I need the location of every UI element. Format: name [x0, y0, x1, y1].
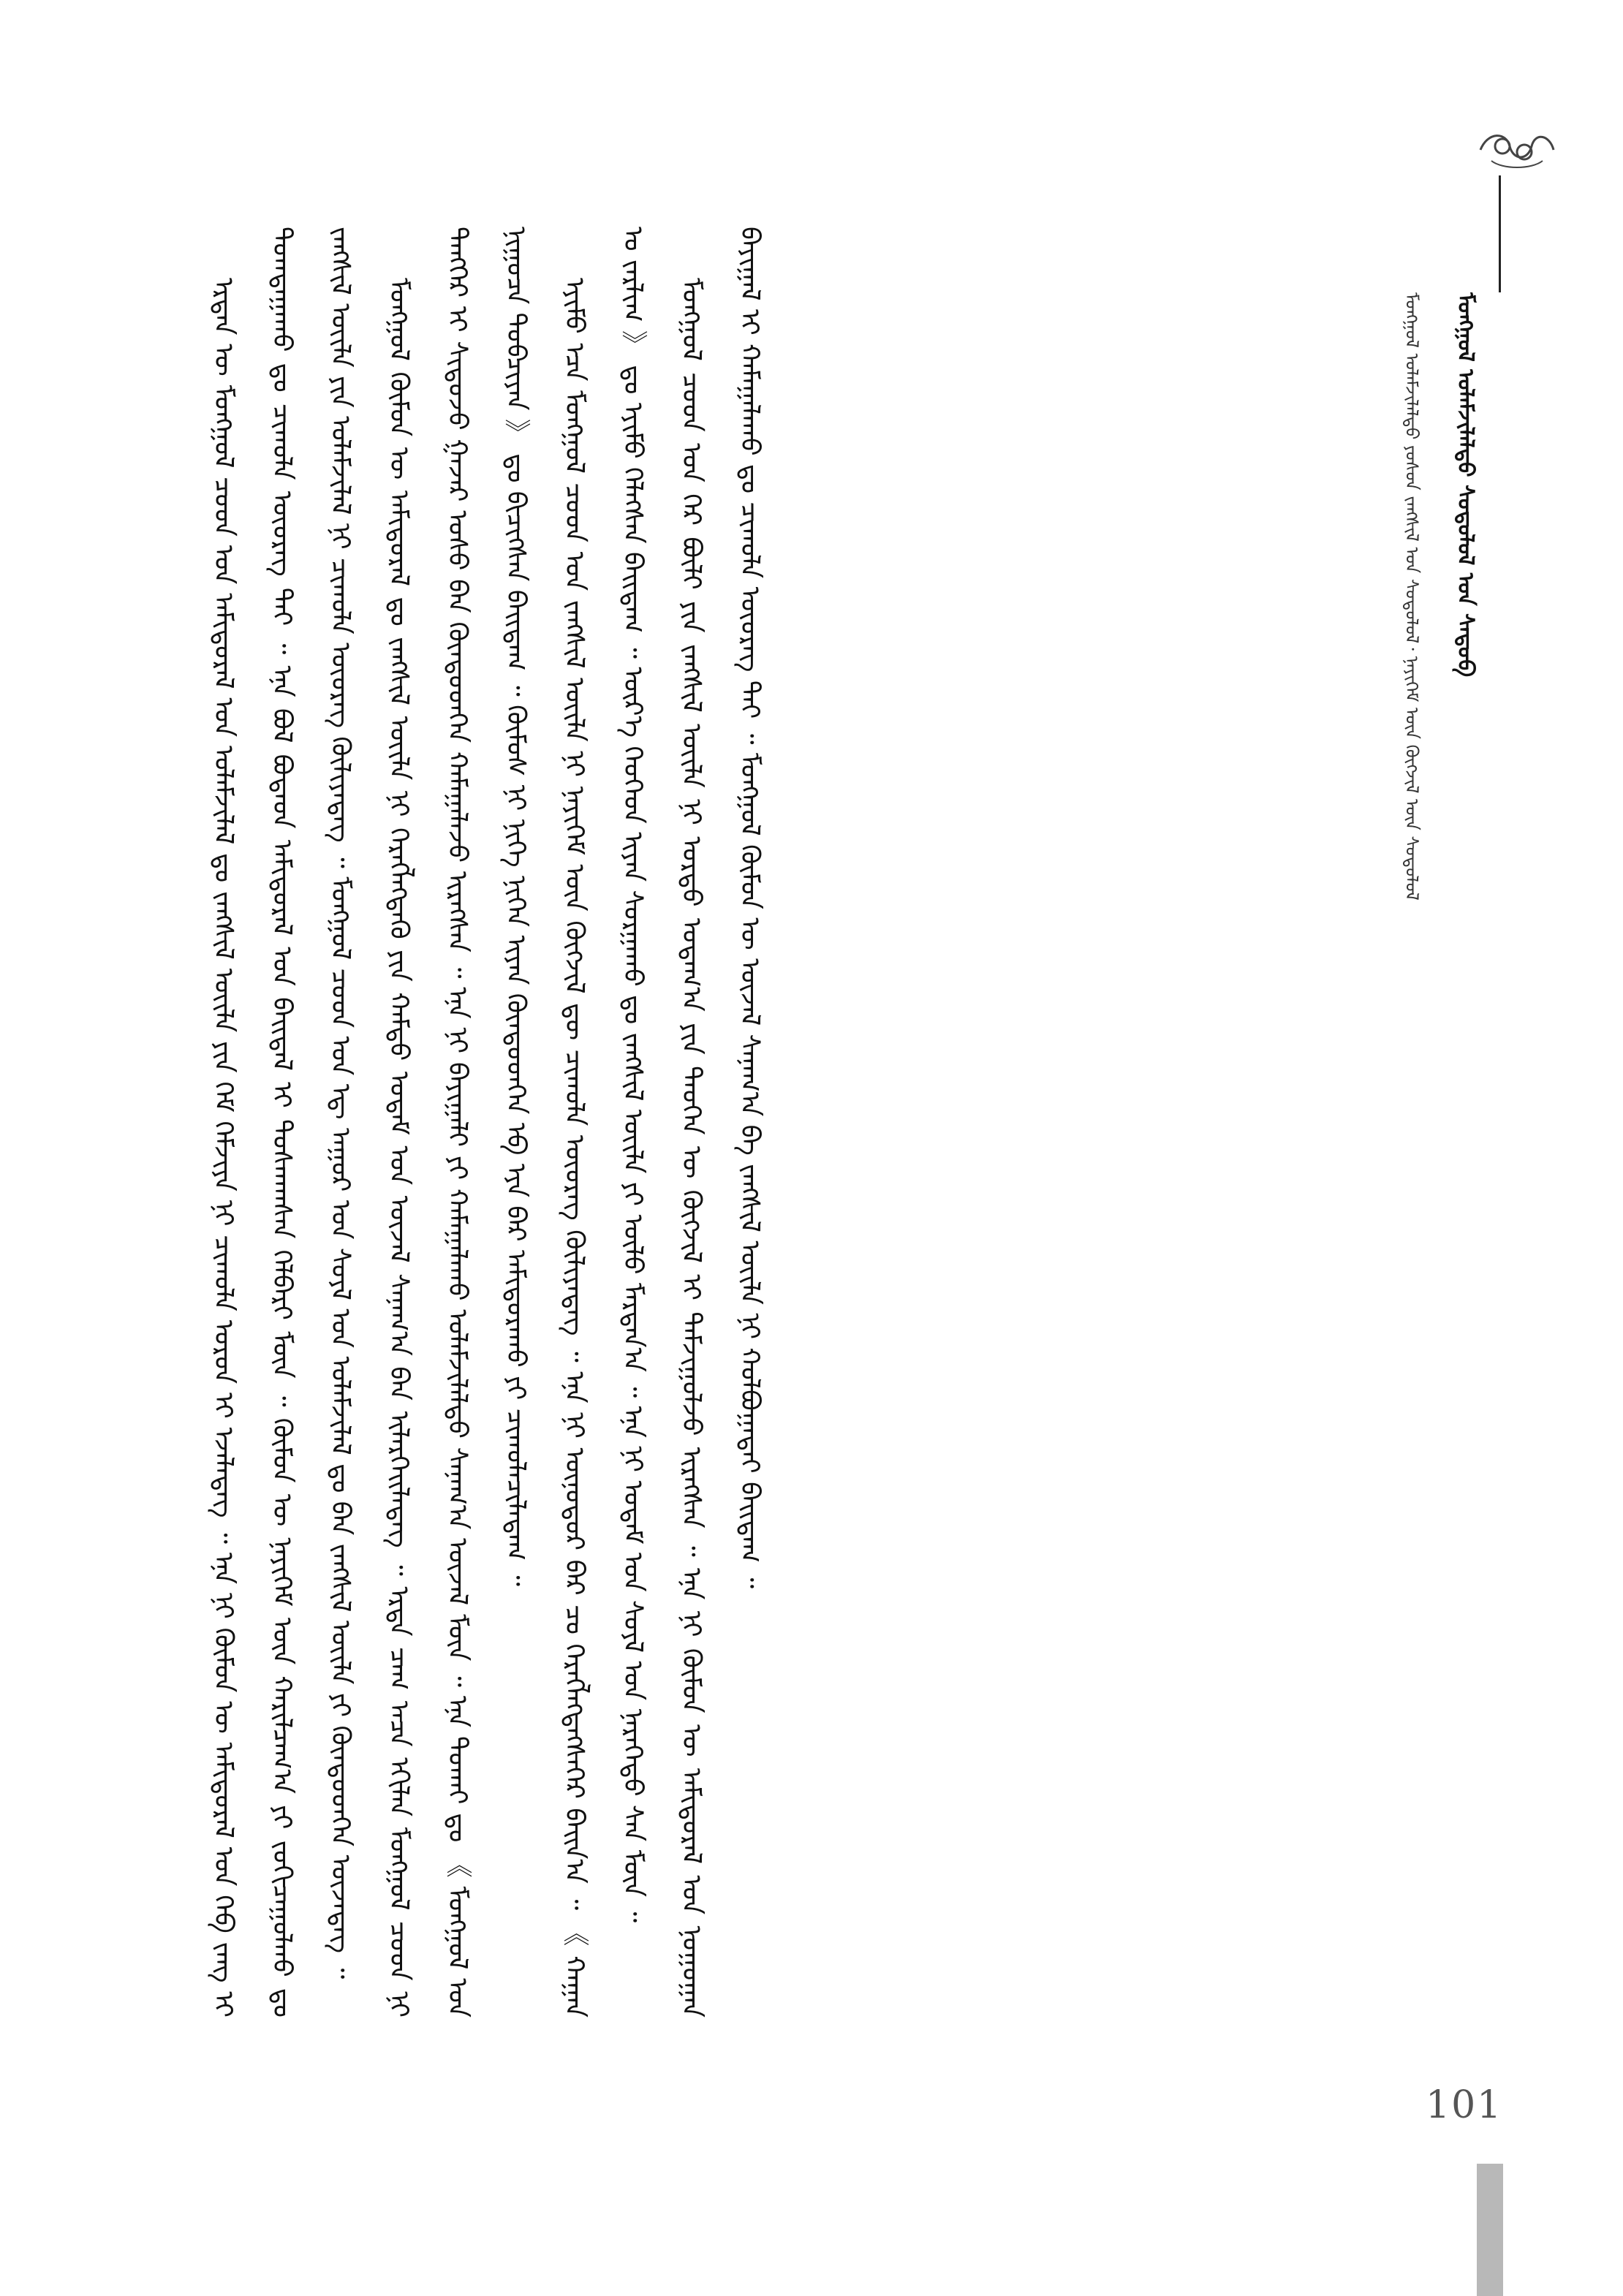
page-number: 101 [1426, 2083, 1503, 2127]
header-ornament-icon [1473, 124, 1561, 175]
paragraph: ᠡᠶᠢᠮᠦ ᠡᠴᠡ ᠮᠣᠩᠭᠣᠯ ᠴᠤᠳ ᠤᠨ ᠵᠠᠩᠰᠢᠯ ᠦᠢᠯᠡ ᠨᠢ ᠨᠡᠶᠢᠭᠡᠮ ᠦᠨ ᠬᠥᠭᠵᠢᠯ ᠳᠦ ᠴᠢᠬᠤᠯᠠ ᠦᠦᠷᠡᠭ ᠬᠦᠯᠢᠶᠡᠳᠡᠭ ᠃ ᠡᠨᠡ ᠨᠢ ᠥᠨᠥᠳᠥᠷ ᠪᠠᠷ ᠴᠤ ᠬᠡᠷᠡᠭᠯᠡᠭᠳᠡᠭᠰᠡᠭᠡᠷ ᠪᠠᠢᠨ᠎ᠠ ᠃ 《 ᠬᠠᠭᠠᠨ ᠤ ᠵᠠᠷᠯᠢᠭ 》 ᠳᠤ ᠡᠶᠢᠮᠦ ᠬᠡᠯᠡᠭᠰᠡᠨ ᠪᠠᠢᠳᠠᠭ ᠃ ᠦᠷ᠎ᠡ ᠬᠡᠦᠬᠡᠳ ᠢᠶᠡᠨ ᠰᠤᠷᠭᠠᠬᠤ ᠳᠤ ᠵᠠᠩᠰᠢᠯ ᠦᠢᠯᠡ ᠶᠢ ᠦᠯᠦ ᠮᠠᠷᠲᠠᠨ᠎ᠠ ᠃ ᠡᠨᠡ ᠨᠢ ᠤᠳᠠᠮ ᠤᠨ ᠰᠤᠶᠯ ᠤᠨ ᠨᠡᠷᠡᠭᠡᠳᠦ ᠰᠠᠨ ᠮᠥᠨ ᠃ [559, 227, 648, 2017]
paragraph: ᠮᠣᠩᠭᠣᠯ ᠬᠦᠮᠦᠨ ᠦ ᠠᠮᠢᠳᠤᠷᠠᠯ ᠳᠤ ᠵᠠᠩᠰᠢᠯ ᠦᠢᠯᠡ ᠨᠢ ᠬᠡᠷᠡᠭᠯᠡᠭᠳᠡᠬᠦ ᠶᠢᠨ ᠬᠠᠮᠲᠤ ᠤᠳᠠᠮ ᠤᠨ ᠦᠵᠡᠯ ᠰᠠᠨᠠᠭ᠎ᠠ ᠪᠠᠨ ᠢᠯᠡᠷᠬᠡᠢᠯᠡᠳᠡᠭ ᠃ ᠡᠷᠲᠡ ᠴᠠᠭ ᠠᠴᠠ ᠡᠬᠢᠯᠡᠨ ᠮᠣᠩᠭᠣᠯ ᠴᠤᠳ ᠨᠢ ᠲᠡᠩᠭᠡᠷ ᠢ ᠰᠢᠲᠦᠵᠦ ᠭᠠᠵᠠᠷ ᠤᠰᠤ ᠪᠠᠨ ᠬᠦᠨᠳᠦᠳᠬᠡᠨ ᠬᠠᠮᠠᠭᠠᠯᠠᠵᠤ ᠢᠷᠡᠭᠰᠡᠨ ᠃ ᠡᠨᠡ ᠨᠢ ᠪᠠᠶᠢᠭᠠᠯᠢ ᠶᠢ ᠬᠠᠮᠠᠭᠠᠯᠠᠬᠤ ᠤᠯᠠᠮᠵᠢᠯᠠᠯᠲᠤ ᠰᠠᠨᠠᠭ᠎ᠠ ᠦᠵᠡᠯ ᠮᠥᠨ ᠃ ᠡᠨᠡ ᠲᠤᠬᠠᠢ ᠳᠤ 《 ᠮᠣᠩᠭᠣᠯ ᠤᠨ ᠨᠢᠭᠤᠴᠠ ᠲᠣᠪᠴᠢᠶᠠᠨ 》 ᠳᠤ ᠪᠢᠴᠢᠭᠰᠡᠨ ᠪᠠᠢᠳᠠᠭ ᠃ ᠬᠦᠮᠦᠰ ᠨᠢ ᠨᠢᠭᠡ ᠨᠢᠭᠡᠨ ᠢᠶᠡᠨ ᠬᠦᠨᠳᠦᠳᠬᠡᠨ ᠡᠪ ᠡᠶᠡ ᠪᠠᠷ ᠠᠮᠢᠳᠤᠷᠠᠬᠤ ᠶᠢ ᠴᠢᠬᠤᠯᠠᠴᠢᠯᠠᠳᠠᠭ ᠃ [384, 227, 531, 2017]
header-rule [1499, 175, 1501, 292]
running-head-subtitle: ᠮᠣᠩᠭᠣᠯ ᠤᠯᠠᠮᠵᠢᠯᠠᠯᠲᠤ ᠶᠣᠰᠤᠨ ᠵᠠᠩᠰᠢᠯ ᠤᠨ ᠰᠤᠳᠤᠯᠤᠯ᠂ ᠨᠡᠶᠢᠭᠡᠮ ᠦᠨ ᠬᠥᠭᠵᠢᠯ ᠦᠨ ᠰᠤᠳᠤᠯᠤᠯ [1401, 292, 1422, 901]
running-head-title: ᠮᠣᠩᠭᠣᠯ ᠤᠯᠠᠮᠵᠢᠯᠠᠯᠲᠤ ᠰᠤᠳᠤᠯᠤᠯ ᠤᠨ ᠰᠡᠳᠦᠪ [1453, 292, 1478, 677]
paragraph: ᠮᠣᠩᠭᠣᠯ ᠴᠤᠳ ᠤᠨ ᠭᠡᠷ ᠪᠦᠯᠢ ᠶᠢᠨ ᠵᠠᠩᠰᠢᠯ ᠦᠢᠯᠡ ᠨᠢ ᠤᠷᠲᠤ ᠤᠳᠠᠭ᠎ᠠ ᠶᠢᠨ ᠲᠡᠦᠬᠡᠨ ᠦ ᠬᠥᠭᠵᠢᠯ ᠢ ᠳᠠᠮᠵᠢᠭᠤᠯᠵᠤ ᠢᠷᠡᠭᠰᠡᠨ ᠃ ᠡᠨᠡ ᠨᠢ ᠬᠦᠮᠦᠨ ᠦ ᠠᠮᠢᠳᠤᠷᠠᠯ ᠤᠨ ᠨᠣᠭᠤᠭᠠᠨ ᠪᠠᠶᠢᠭᠠᠯ ᠢ ᠬᠠᠮᠠᠭᠠᠯᠠᠬᠤ ᠳᠤ ᠴᠢᠬᠤᠯᠠ ᠦᠦᠷᠡᠭ ᠲᠡᠢ ᠃ ᠮᠣᠩᠭᠣᠯ ᠬᠦᠮᠦᠨ ᠦ ᠦᠵᠡᠯ ᠰᠠᠨᠠᠭ᠎ᠠ ᠪᠠ ᠵᠠᠩᠰᠢᠯ ᠦᠢᠯᠡ ᠨᠢ ᠬᠣᠯᠪᠣᠭᠠᠲᠠᠢ ᠪᠠᠢᠳᠠᠭ ᠃ [676, 227, 765, 2017]
body-text [194, 227, 1371, 2017]
edge-tab [1477, 2164, 1503, 2296]
paragraph: ᠡᠷᠲᠡᠨ ᠦ ᠮᠣᠩᠭᠣᠯ ᠴᠤᠳ ᠤᠨ ᠠᠮᠢᠳᠤᠷᠠᠯ ᠤᠨ ᠤᠯᠠᠮᠵᠢᠯᠠᠯ ᠳᠤ ᠵᠠᠩᠰᠢᠯ ᠦᠢᠯᠡ ᠶᠢᠨ ᠬᠡᠮ ᠬᠡᠮᠵᠢᠶᠡ ᠨᠢ ᠴᠢᠬᠤᠯᠠ ᠣᠷᠤᠨ ᠢ ᠡᠵᠡᠯᠡᠳᠡᠭ ᠃ ᠡᠨᠡ ᠨᠢ ᠬᠦᠮᠦᠨ ᠦ ᠠᠮᠢᠳᠤᠷᠠᠯ ᠤᠨ ᠬᠡᠪ ᠵᠠᠩ ᠢ ᠲᠣᠭᠲᠠᠭᠠᠬᠤ ᠳᠤ ᠴᠢᠬᠤᠯᠠ ᠦᠦᠷᠡᠭ ᠲᠡᠢ ᠃ ᠡᠨᠡ ᠪᠣᠯ ᠪᠣᠳᠠᠳ ᠠᠮᠢᠳᠤᠷᠠᠯ ᠤᠨ ᠪᠠᠢᠳᠠᠯ ᠢ ᠲᠤᠰᠬᠠᠭᠰᠠᠨ ᠬᠡᠯᠪᠡᠷᠢ ᠮᠥᠨ ᠃ ᠬᠦᠮᠦᠨ ᠦ ᠨᠡᠶᠢᠭᠡᠮ ᠦᠨ ᠬᠠᠷᠢᠯᠴᠠᠭ᠎ᠠ ᠶᠢ ᠵᠣᠬᠢᠴᠠᠭᠤᠯᠬᠤ ᠳᠤ ᠵᠠᠩᠰᠢᠯ ᠦᠢᠯᠡ ᠶᠢᠨ ᠤᠯᠠᠮᠵᠢᠯᠠᠯ ᠨᠢ ᠴᠢᠬᠤᠯᠠ ᠦᠦᠷᠡᠭ ᠬᠦᠯᠢᠶᠡᠳᠡᠭ ᠃ ᠮᠣᠩᠭᠣᠯ ᠴᠤᠳ ᠤᠨ ᠡᠳ᠋ ᠠᠭᠤᠷ ᠤᠨ ᠰᠤᠶᠯ ᠤᠨ ᠤᠯᠠᠮᠵᠢᠯᠠᠯ ᠳᠤ ᠪᠠᠨ ᠵᠠᠩᠰᠢᠯ ᠦᠢᠯᠡ ᠶᠢ ᠬᠦᠨᠳᠦᠳᠬᠡᠨ ᠦᠵᠡᠳᠡᠭ ᠃ [208, 227, 355, 2017]
